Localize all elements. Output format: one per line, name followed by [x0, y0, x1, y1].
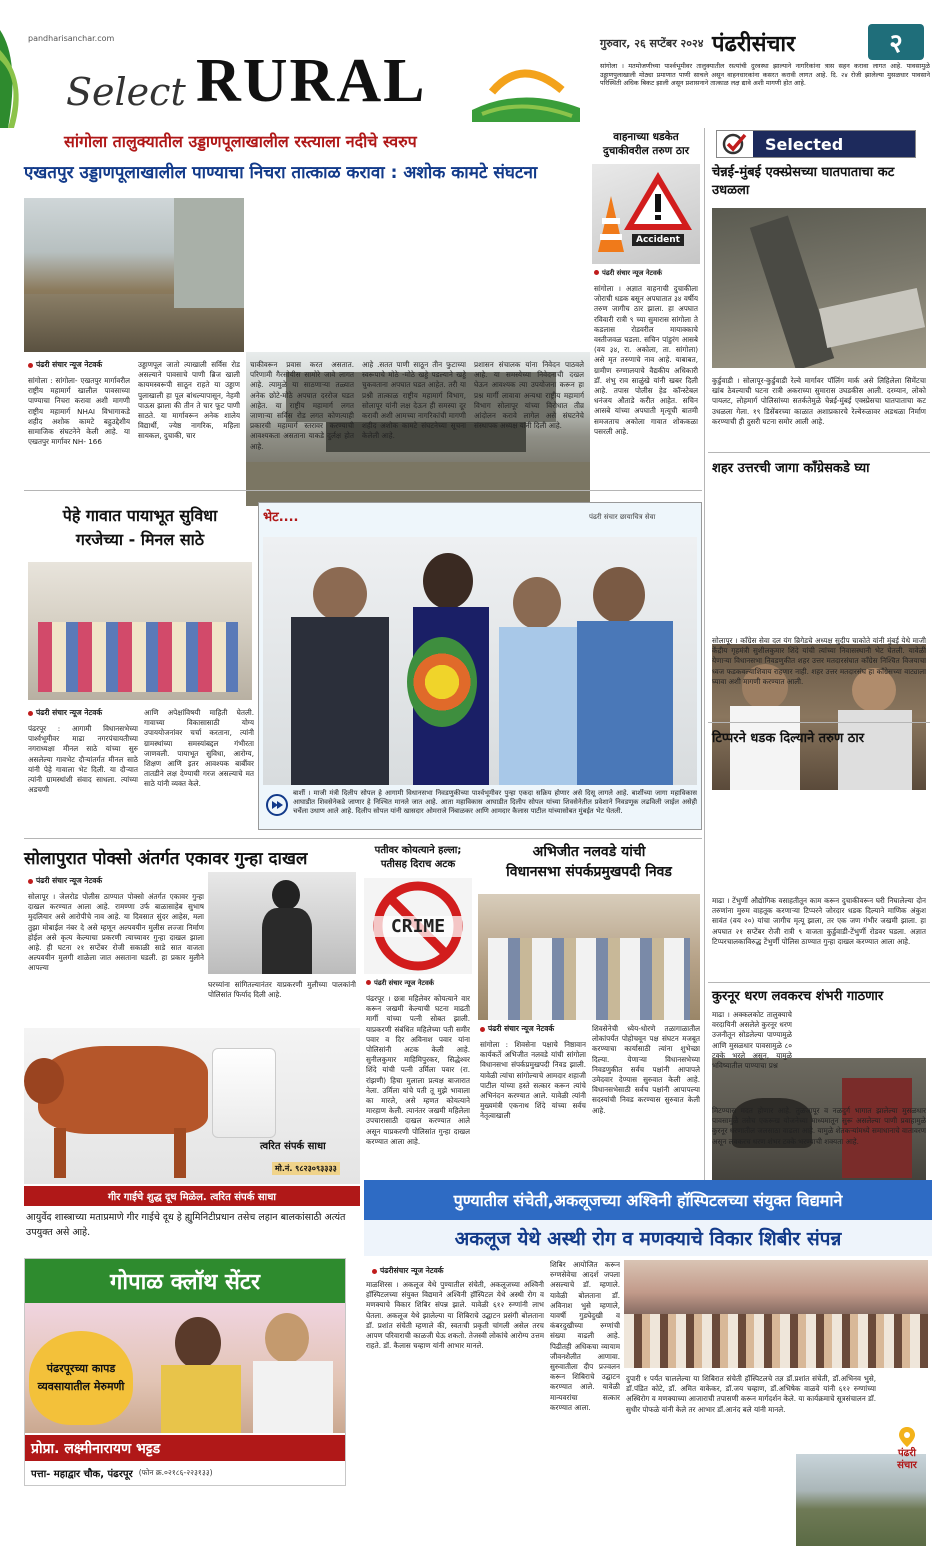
story-pehe-village — [24, 496, 256, 832]
sunrise-field-logo — [462, 50, 582, 122]
story10-headline-line1: पतीवर कोयत्याने हल्ला; — [374, 845, 462, 856]
cloth-blurb: पंढरपूरच्या कापड व्यवसायातील मेरुमणी — [37, 1362, 125, 1393]
traffic-cone-icon — [596, 194, 626, 256]
story1-col2: उड्डाणपूल जातो त्याखाली सर्विस रोड असल्याने पावसाचे पाणी ब्रिज खाली कायमस्वरूपी साठून राहते या उड्डाण पुलाखाली हा पूल बांधल्यापासून, नेहमी पाऊस झाला की तीन ते चार फूट पाणी साठते. या मार्गावरून अनेक शालेय विद्यार्थी, ज्येष्ठ नागरिक, महिला सायकल, दुचाकी, चार — [138, 360, 240, 441]
story-abhijit-nalawade — [476, 842, 702, 1176]
story11-headline-line1: अभिजीत नलवडे यांची — [532, 844, 646, 860]
selected-label: Selected — [753, 131, 915, 157]
accident-sign-word: Accident — [632, 234, 684, 246]
story7-headline — [24, 504, 256, 552]
story7-byline: पंढरी संचार न्यूज नेटवर्क — [28, 708, 102, 718]
story9-headline: सोलापुरात पोक्सो अंतर्गत एकावर गुन्हा दाखल — [24, 849, 308, 869]
rural-logo: RURAL — [196, 47, 427, 115]
issue-date: गुरुवार, २६ सप्टेंबर २०२४ — [600, 37, 704, 50]
railway-track-photo — [712, 208, 926, 368]
story2-headline — [590, 130, 702, 158]
gir-banner: गीर गाईचे शुद्ध दूध मिळेल. त्वरित संपर्क साधा — [24, 1186, 360, 1206]
gir-phone[interactable]: मो.नं. ९८२३०९३३३३ — [272, 1162, 340, 1175]
story12-caption: दुपारी १ पर्यंत चाललेल्या या शिबिरात संचेती हॉस्पिटलचे तज्ञ डॉ.प्रशांत संचेती, डॉ.अभिनव भुसे, डॉ.पंडित कोटे, डॉ. अमित वाकेकर, डॉ.जय चव्हाण, डॉ.अभिषेक वाळवे यांनी ६१२ रुग्णांच्या अस्थिरोग व मणक्याच्या आजाराची तपासणी करून मार्गदर्शन केले. या कार्यक्रमाचे सूत्रसंचालन डॉ. सुधीर पोफळे यांनी केले तर आभार डॉ.आनंद बले यांनी मानले. — [626, 1374, 876, 1414]
story9-body-tail: घरच्यांना सांगितल्यानंतर याप्रकरणी मुलीच्या पालकांनी पोलिसांत फिर्याद दिली आहे. — [208, 980, 356, 1000]
gir-tagline: आयुर्वेद शास्त्राच्या मताप्रमाणे गीर गाईचे दूध हे ह्युमिनिटीप्रधान तसेच लहान बालकांसाठी अत्यंत उपयुक्त असे आहे. — [26, 1212, 346, 1238]
story12-kicker: पुण्यातील संचेती,अकलूजच्या अश्विनी हॉस्पिटलच्या संयुक्त विद्यमाने — [364, 1180, 932, 1220]
crime-word: CRIME — [374, 916, 462, 937]
page-number-badge — [868, 24, 924, 60]
right-column — [708, 128, 930, 1180]
circle-arrow-icon — [265, 793, 289, 817]
select-script-logo: Select — [66, 70, 186, 114]
story8-credit: पंढरी संचार छायाचित्र सेवा — [589, 513, 656, 521]
masthead — [0, 0, 945, 128]
gir-milk-ad — [24, 1028, 360, 1246]
story7-headline-line1: पेहे गावात पायाभूत सुविधा — [62, 506, 218, 525]
site-url[interactable]: pandharisanchar.com — [28, 34, 115, 43]
story4-headline: शहर उत्तरची जागा काँग्रेसकडे घ्या — [712, 461, 870, 476]
cloth-phone[interactable]: (फोन क्र.०२१८६-२२३१३३) — [138, 1468, 213, 1477]
cloth-title: गोपाळ क्लॉथ सेंटर — [25, 1259, 345, 1303]
cloth-blurb-box — [29, 1331, 133, 1425]
accident-sign-photo — [592, 164, 700, 264]
story1-col5: प्रशासन संचालक यांना निवेदन पाठवले आहे. या समस्येच्या निवेदनाची दखल घेऊन आवश्यक त्या उपयोजना करून हा प्रश्न मार्गी लावावा अन्यथा राष्ट्रीय महामार्ग विभाग सोलापूर यांच्या विरोधात तीव्र आंदोलन करावे लागेल असे संघटनेचे संस्थापक अध्यक्ष यांनी दिली आहे. — [474, 360, 584, 431]
cloth-address: पत्ता- महाद्वार चौक, पंढरपूर — [31, 1469, 133, 1480]
story9-body: सोलापूर । जेलरोड पोलीस ठाण्यात पोक्सो अंतर्गत एकावर गुन्हा दाखल करण्यात आला आहे. रामण्णा उर्फ बाळासाहेब सुभाष मुदलियार असे आरोपीचे नाव आहे. या दिवसात सुंदर आहेस, मला तुझा मोबाईल नंबर दे असे म्हणून अल्पवयीन मुलीस लज्जा निर्माण होईल असे कृत्य केल्याचा प्रकरणी त्याच्यावर गुन्हा दाखल झाला आहे. ही घटना २१ सप्टेंबर रोजी सकाळी साडे सात वाजता अल्पवयीन मुलगी शाळेला जात असताना घडली. हा प्रकार मुलीने आपल्या — [28, 892, 204, 973]
story6-headline: कुरनूर धरण लवकरच शंभरी गाठणार — [712, 989, 884, 1004]
footer-logo-line2: संचार — [897, 1460, 917, 1471]
top-brief-text: सांगोला । मतमोजणीच्या पार्श्वभूमीवर तालुक्यातील रस्त्यांची दुरवस्था झाल्याने नागरिकांना त्रास सहन करावा लागत आहे. पावसामुळे उड्डाणपुलाखाली मोठ्या प्रमाणात पाणी साचले असून वाहनधारकांना कसरत करावी लागत आहे. दि. २४ रोजी झालेल्या मुसळधार पावसाने परिस्थिती अधिक बिकट झाली असून प्रशासनाने तात्काळ लक्ष द्यावे अशी मागणी होत आहे. — [600, 62, 930, 88]
story1-col1: सांगोला : सांगोला- एखतपुर मार्गावरील राष्ट्रीय महामार्ग खालील पावसाच्या पाण्याचा निचरा करावा अशी मागणी राष्ट्रीय महामार्ग NHAI विभागाकडे शहीद अशोक कामटे बहुउद्देशीय सामाजिक संघटनेने केली आहे. या एखतपुर मार्गावर NH- 166 — [28, 376, 130, 447]
story-accident-bike — [590, 128, 702, 486]
story11-col2: शिवसेनेची ध्येय-धोरणे तळागाळातील लोकांपर्यंत पोहोचवून पक्ष संघटन मजबूत करण्याचा कार्यासाठी त्यांना शुभेच्छा दिल्या. येणाऱ्या विधानसभेच्या निवडणुकीत सर्वच पक्षांनी आपापले उमेदवार देण्यास सुरुवात केली आहे. विधानसभेसाठी सर्वच पक्षांनी आपापल्या सदस्यांची निवड करण्यास सुरुवात केली आहे. — [592, 1024, 700, 1115]
story11-byline: पंढरी संचार न्यूज नेटवर्क — [480, 1024, 554, 1034]
story2-body: सांगोला । अज्ञात वाहनाची दुचाकीला जोराची धडक बसून अपघातात ३४ वर्षीय तरुण जागीच ठार झाला. हा अपघात रविवारी रात्री ९ च्या सुमारास सांगोला ते कडलास रोडवरील मायाक्काचे वस्तीजवळ घडला. सचिन पांडुरंग आसबे (वय ३४, रा. अकोला, ता. सांगोला) असे मृत तरुणाचे नाव आहे. याबाबत, ग्रामीण रुग्णालयाचे वैद्यकीय अधिकारी डॉ. शंभु राव साळुंखे यांनी खबर दिली आहे. तपास पोलीस हेड कॉन्स्टेबल धनंजय औताडे करीत आहेत. सचिन आसबे यांच्या अपघाती मृत्यूची बातमी समजताच अकोला गावात शोककळा पसरली आहे. — [594, 284, 698, 436]
story3-headline: चेन्नई-मुंबई एक्स्प्रेसच्या घातपाताचा कट उधळला — [712, 165, 895, 198]
story6-body-a: माढा । अक्कलकोट तालुक्याचे वरदायिनी असलेले कुरनूर धरण उजनीतून सोडलेल्या पाण्यामुळे आणि मुसळधार पावसामुळे ८० टक्के भरले असून, यामुळे भविष्यातील पाण्याचा प्रश्न — [712, 1010, 792, 1071]
story-meeting-feature — [258, 502, 702, 830]
village-meeting-photo — [28, 562, 252, 700]
footer-logo — [884, 1426, 930, 1484]
cloth-prop: प्रोप्रा. लक्ष्मीनारायण भट्टड — [25, 1435, 345, 1461]
flooded-road-photo-1 — [24, 198, 244, 352]
cloth-address-row — [25, 1461, 345, 1485]
footer-logo-line1: पंढरी — [898, 1448, 916, 1459]
story-axe-attack — [362, 842, 474, 1176]
paper-name: पंढरीसंचार — [712, 32, 796, 57]
story1-kicker: सांगोला तालुक्यातील उड्डाणपूलाखालील रस्त्याला नदीचे स्वरुप — [64, 132, 417, 151]
story10-byline: पंढरी संचार न्यूज नेटवर्क — [366, 978, 434, 987]
gir-cow-photo — [24, 1028, 360, 1184]
story8-kicker: भेट.... — [263, 510, 299, 525]
gir-contact-label: त्वरित संपर्क साधा — [260, 1141, 326, 1152]
map-pin-icon — [897, 1426, 917, 1448]
story8-caption: बार्शी । माजी मंत्री दिलीप सोपल हे आगामी विधानसभा निवडणुकीच्या पार्श्वभूमीवर पुन्हा एकदा सक्रिय होणार असे दिसू लागले आहे. बार्शीच्या जागा महाविकास आघाडीत शिवसेनेकडे जाणार हे निश्चित मानले जात आहे. आता महाविकास आघाडीत दिलीप सोपल यांच्या शिवसेनेतील प्रवेशाने निवडणूक लढविली जाईल असेही चर्चेला उधाण आले आहे. दिलीप सोपल यांनी खासदार ओमराजे निंबाळकर आणि आमदार कैलास पाटील यांच्यासोबत मुंबईत भेट घेतली. — [293, 789, 697, 816]
story5-body: माढा । टेंभुर्णी औद्योगिक वसाहतीतून काम करून दुचाकीवरून घरी निघालेल्या दोन तरुणांना मुरुम वाहतूक करणाऱ्या टिप्परने जोरदार धडक दिल्याने माणिक अंकुश सावंत (वय २०) यांचा जागीच मृत्यू झाला, तर एक जण गंभीर जखमी झाला. हा अपघात २१ सप्टेंबर रोजी रात्री ९ वाजता कुर्डुवाडी-टेंभुर्णी रोडवर घडला. अज्ञात टिप्परचालकाविरुद्ध टेंभुर्णी पोलिस ठाण्यात गुन्हा दाखल करण्यात आला आहे. — [712, 896, 926, 946]
story10-body: पंढरपूर । छत्रा महिलेवर कोयत्याने वार करून जखमी केल्याची घटना माढती मार्गी यांच्या पत्नी सोबत झाली. याप्रकरणी संबंधित महिलेच्या पती समीर पवार व दिर अविनाश पवार यांना पोलिसांनी अटक केली आहे. सुनीलकुमार माहिमिपुरकर, सिद्धेश्वर शिंदे यांची पत्नी उर्मिला पवार (रा. रांझणी) हिचा मुलाला प्रत्यक्ष बाजारात नेला. उर्मिला यांचे पती तू मुझे भावाला का मारले, असे म्हणत कोयत्याने मारहाण केली. त्यानंतर जखमी महिलेला उपचारासाठी दाखल करण्यात आले असून याप्रकरणी पोलिसांत गुन्हा दाखल करण्यात आला आहे. — [366, 994, 470, 1146]
story7-col1: पंढरपूर : आगामी विधानसभेच्या पार्श्वभूमीवर माढा नगरपंचायतीच्या नगराध्यक्षा मीनल साठे यांच्या सुरु असलेल्या गावभेट दौऱ्यांतर्गत मीनल साठे यांनी पेहे गावाला भेट दिली. या दौऱ्यात त्यांनी ग्रामस्थांशी संवाद साधला. त्यांच्या अडचणी — [28, 724, 138, 795]
story11-headline-line2: विधानसभा संपर्कप्रमुखपदी निवड — [506, 864, 672, 880]
story10-headline-line2: पतीसह दिराच अटक — [380, 859, 456, 870]
story9-byline: पंढरी संचार न्यूज नेटवर्क — [28, 876, 102, 886]
story6-body-b: मिटण्यास मदत होणार आहे. तुळजापूर व नळदुर्ग भागात झालेल्या मुसळधार पावसामुळे तसेच एकरूख योजनेच्या माध्यमातून सुरू असलेल्या पाणी प्रवाहामुळे कुरनूर धरणातील जलसाठा वाढला आहे. यामुळे शेतकऱ्यांमध्ये समाधानाचे वातावरण असून लवकरच धरण शंभर टक्के भरण्याची शक्यता आहे. — [712, 1106, 926, 1146]
story1-col3: चाकीवरून प्रवास करत असतात. परिणामी गैरसोयीस सामोरे जावे लागत आहे. त्यामुळे या साठणाऱ्या तळ्यात अनेक छोटे-मोठे अपघात दररोज घडत आहेत. या राष्ट्रीय महामार्ग लगत जाणाऱ्या सर्विस रोड लगत कोणत्याही प्रकारची महामार्ग स्तरावर करण्याची आवश्यकता असताना याकडे दुर्लक्ष होत आहे. — [250, 360, 354, 451]
story12-col2: शिबिर आयोजित करून रुग्णसेवेचा आदर्श जपला असल्याचे डॉ. म्हणाले. यावेळी बोलताना डॉ. अविनाश भुसे म्हणाले, यावर्षी गुडघेदुखी व कंबरदुखीच्या रुग्णांची संख्या वाढली आहे. पिढीतही अधिकचा व्यायाम जीवनशैलीत आणावा. सुरुवातीला दीप प्रज्वलन करून शिबिराचे उद्घाटन करण्यात आले. यावेळी मान्यवरांचा सत्कार करण्यात आला. — [550, 1260, 620, 1412]
story2-byline: पंढरी संचार न्यूज नेटवर्क — [594, 268, 662, 277]
story4-body: सोलापूर । काँग्रेस सेवा दल यंग ब्रिगेडचे अध्यक्ष सुदीप चाकोते यांनी मुंबई येथे माजी केंद्रीय गृहमंत्री सुशीलकुमार शिंदे यांची त्यांच्या निवासस्थानी भेट घेतली. यावेळी येणाऱ्या विधानसभा निवडणुकीत शहर उत्तर मतदारसंघात काँग्रेस निश्चित विजयाचा ध्वज फडकवल्याशिवाय राहणार नाही. शहर उत्तर मतदारसंघ हा काँग्रेसच्या वाट्याला घ्यावा अशी मागणी करण्यात आली. — [712, 636, 926, 686]
story3-body: कुर्डुवाडी । सोलापूर-कुर्डुवाडी रेल्वे मार्गावर पॉलिंग मार्क असे लिहिलेला सिमेंटचा खांब ठेवल्याची घटना रात्री अकराच्या सुमारास उघडकीस आली. दरम्यान, लोको पायलट, लोहमार्ग पोलिसांच्या सतर्कतेमुळे चेन्नई-मुंबई एक्स्प्रेसचा घातपाताचा कट उधळला गेला. १९ डिसेंबरच्या काळात अशाप्रकारचे रेल्वेरुळावर अडथळा निर्माण करण्याची ही दुसरी घटना समोर आली आहे. — [712, 376, 926, 426]
story1-headline: एखतपुर उड्डाणपूलाखालील पाण्याचा निचरा तात्काळ करावा : अशोक कामटे संघटना — [24, 163, 538, 183]
top-brief — [600, 62, 930, 108]
story5-headline: टिप्परने धडक दिल्याने तरुण ठार — [712, 731, 865, 746]
story1-byline: पंढरी संचार न्यूज नेटवर्क — [28, 360, 102, 370]
warning-triangle-icon — [622, 170, 694, 232]
masthead-green-swoosh — [0, 0, 70, 128]
story-akluj-camp — [364, 1180, 932, 1486]
story-pocso-case — [24, 842, 360, 1024]
girl-silhouette-photo — [208, 872, 356, 974]
check-circle-icon — [721, 132, 747, 156]
cloth-centre-ad — [24, 1258, 346, 1486]
story11-col1: सांगोला : शिवसेना पक्षाचे निष्ठावान कार्यकर्ते अभिजीत नलवडे यांची सांगोला विधानसभा संपर्कप्रमुखपदी निवड झाली. यावेळी त्यांचा सांगोल्याचे आमदार शहाजी पाटील यांच्या हस्ते सत्कार करून त्यांचे अभिनंदन करण्यात आले. यावेळी त्यांनी मुख्यमंत्री एकनाथ शिंदे यांच्या सर्वच नेतृत्वाखाली — [480, 1040, 586, 1121]
bouquet-meeting-photo — [263, 537, 697, 785]
story2-headline-line2: दुचाकीवरील तरुण ठार — [603, 145, 689, 157]
story2-headline-line1: वाहनाच्या धडकेत — [613, 131, 679, 143]
story7-headline-line2: गरजेच्या - मिनल साठे — [75, 530, 205, 549]
selected-tag — [716, 130, 916, 158]
story10-headline — [362, 844, 474, 872]
page-number: २ — [889, 29, 903, 59]
story11-headline — [476, 842, 702, 882]
story7-col2: आणि अपेक्षांविषयी माहिती घेतली. गावाच्या विकासासाठी योग्य उपाययोजनांवर चर्चा करताना, त्यांनी ग्रामस्थांच्या समस्यांबद्दल गंभीरता जाणवली. पायाभूत सुविधा, आरोग्य, शिक्षण आणि इतर आवश्यक बाबींवर तातडीने लक्ष देण्याची गरज असल्याचे मत साठे यांनी व्यक्त केले. — [144, 708, 254, 789]
story12-byline: पंढरीसंचार न्यूज नेटवर्क — [372, 1266, 444, 1276]
story12-headline: अकलूज येथे अस्थी रोग व मणक्याचे विकार शिबीर संपन्न — [364, 1220, 932, 1256]
story12-col1: माळशिरस । अकलूज येथे पुण्यातील संचेती, अकलूजच्या अश्विनी हॉस्पिटलच्या संयुक्त विद्यमाने अश्विनी हॉस्पिटल येथे अस्थी रोग व मणक्याचे विकार शिबिर संपन्न झाले. यावेळी ६१२ रुग्णांनी लाभ घेतला. अकलूज येथे झालेल्या या शिबिराचे उद्घाटन प्रसंगी बोलताना डॉ. प्रशांत संचेती म्हणाले की, स्वतःची प्रकृती चांगली असेल तरच आपण परिवाराची काळजी घेऊ शकतो. तेजस्वी लोकांचे आरोग्य उत्तम राहते. डॉ. कैलास चव्हाण यांनी आभार मानले. — [366, 1280, 544, 1351]
felicitation-photo — [478, 894, 700, 1020]
story-flyover-water — [24, 128, 590, 486]
story1-col4: आहे .सतत पाणी साठून तीन फुटाच्या स्वरूपाचे मोठे -मोठे खड्डे पडल्याने खड्डे चुकवताना अपघात घडत आहेत. तरी या प्रश्नी तात्काळ राष्ट्रीय महामार्ग विभाग, सोलापूर यांनी लक्ष देऊन ही समस्या दूर करावी अशी आमच्या नागरिकांची मागणी शहीद अशोक कामटे संघटनेच्या सूचना केलेली आहे. — [362, 360, 466, 441]
camp-crowd-photo — [624, 1260, 928, 1368]
crime-sign-photo — [364, 878, 472, 974]
